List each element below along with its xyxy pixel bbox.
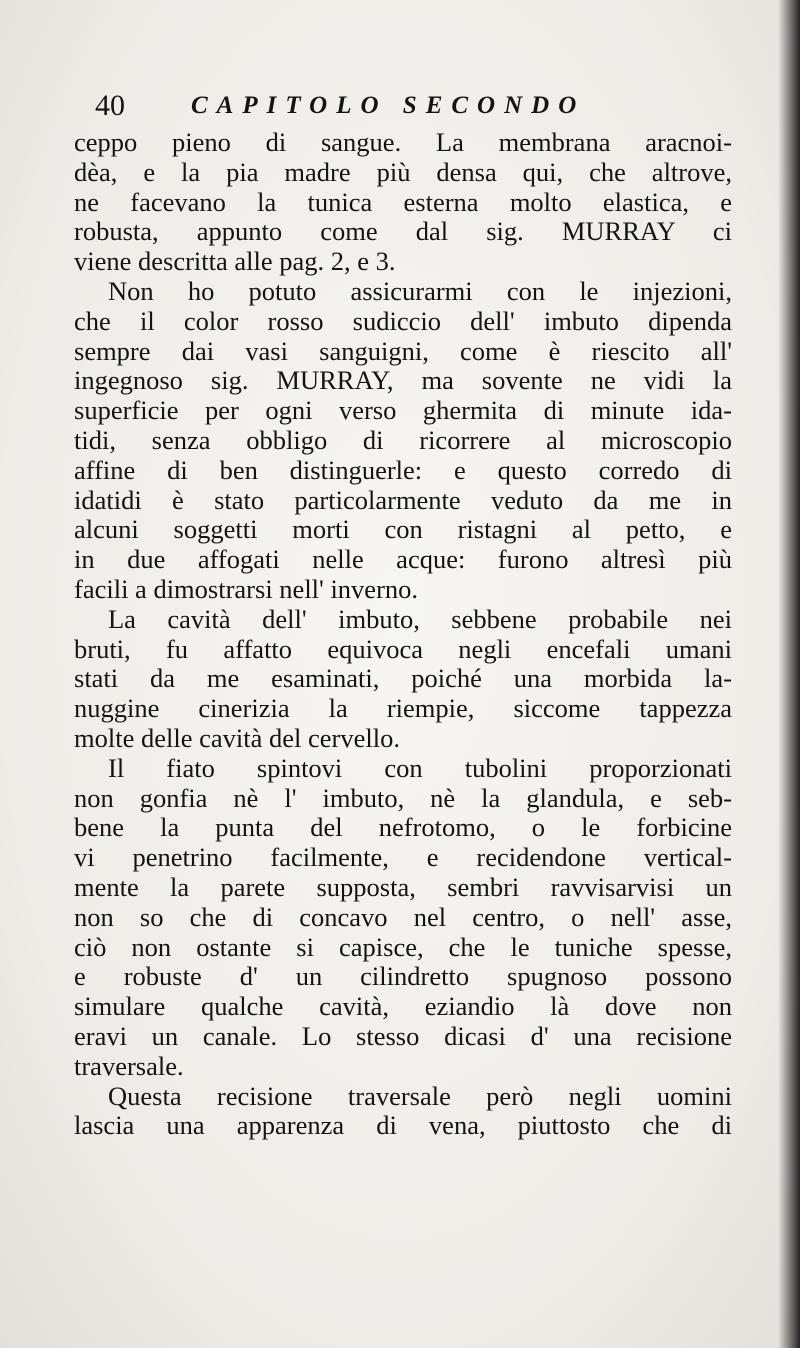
page-number: 40 xyxy=(95,89,125,122)
text-line: traversale. xyxy=(74,1050,184,1081)
text-line: tidi, senza obbligo di ricorrere al microscopio xyxy=(74,424,732,455)
text-line: dèa, e la pia madre più densa qui, che altrove, xyxy=(74,156,732,187)
text-line: Non ho potuto assicurarmi con le injezioni, xyxy=(108,275,732,306)
running-head: CAPITOLO SECONDO xyxy=(191,92,586,119)
page-header xyxy=(95,86,715,126)
text-line: viene descritta alle pag. 2, e 3. xyxy=(74,246,396,277)
text-line: bene la punta del nefrotomo, o le forbicine xyxy=(74,812,732,843)
page-edge-shadow xyxy=(778,0,800,1348)
text-line: facili a dimostrarsi nell' inverno. xyxy=(74,573,419,604)
text-line: Il fiato spintovi con tubolini proporzionati xyxy=(108,752,732,783)
text-line: ceppo pieno di sangue. La membrana aracnoi- xyxy=(74,127,732,157)
text-line: ciò non ostante si capisce, che le tuniche spesse, xyxy=(74,931,732,962)
text-line: ne facevano la tunica esterna molto elastica, e xyxy=(74,186,732,217)
text-line: affine di ben distinguerle: e questo corredo di xyxy=(74,454,732,485)
text-line: non gonfia nè l' imbuto, nè la glandula, e seb- xyxy=(74,782,732,813)
text-line: La cavità dell' imbuto, sebbene probabile nei xyxy=(108,603,732,634)
text-line: robusta, appunto come dal sig. MURRAY ci xyxy=(74,216,732,247)
text-line: in due affogati nelle acque: furono altresì più xyxy=(74,544,732,575)
text-line: lascia una apparenza di vena, piuttosto che di xyxy=(74,1110,732,1141)
text-line: e robuste d' un cilindretto spugnoso possono xyxy=(74,961,732,992)
text-line: ingegnoso sig. MURRAY, ma sovente ne vidi la xyxy=(74,365,732,396)
text-line: vi penetrino facilmente, e recidendone vertical- xyxy=(74,842,732,873)
text-line: bruti, fu affatto equivoca negli encefali umani xyxy=(74,633,732,664)
text-line: molte delle cavità del cervello. xyxy=(74,722,400,753)
text-line: idatidi è stato particolarmente veduto da me in xyxy=(74,484,732,515)
body-text xyxy=(74,128,732,1141)
text-line: non so che di concavo nel centro, o nell' asse, xyxy=(74,901,732,932)
text-line: stati da me esaminati, poiché una morbida la- xyxy=(74,663,732,694)
text-line: simulare qualche cavità, eziandio là dove non xyxy=(74,991,732,1022)
text-line: eravi un canale. Lo stesso dicasi d' una recisione xyxy=(74,1020,732,1051)
text-line: nuggine cinerizia la riempie, siccome tappezza xyxy=(74,693,732,724)
text-line: Questa recisione traversale però negli uomini xyxy=(108,1080,732,1111)
text-line: che il color rosso sudiccio dell' imbuto dipenda xyxy=(74,305,732,336)
text-line: alcuni soggetti morti con ristagni al petto, e xyxy=(74,514,732,545)
text-line: superficie per ogni verso ghermita di minute ida- xyxy=(74,395,732,426)
text-line: mente la parete supposta, sembri ravvisarvisi un xyxy=(74,871,732,902)
text-line: sempre dai vasi sanguigni, come è riescito all' xyxy=(74,335,732,366)
